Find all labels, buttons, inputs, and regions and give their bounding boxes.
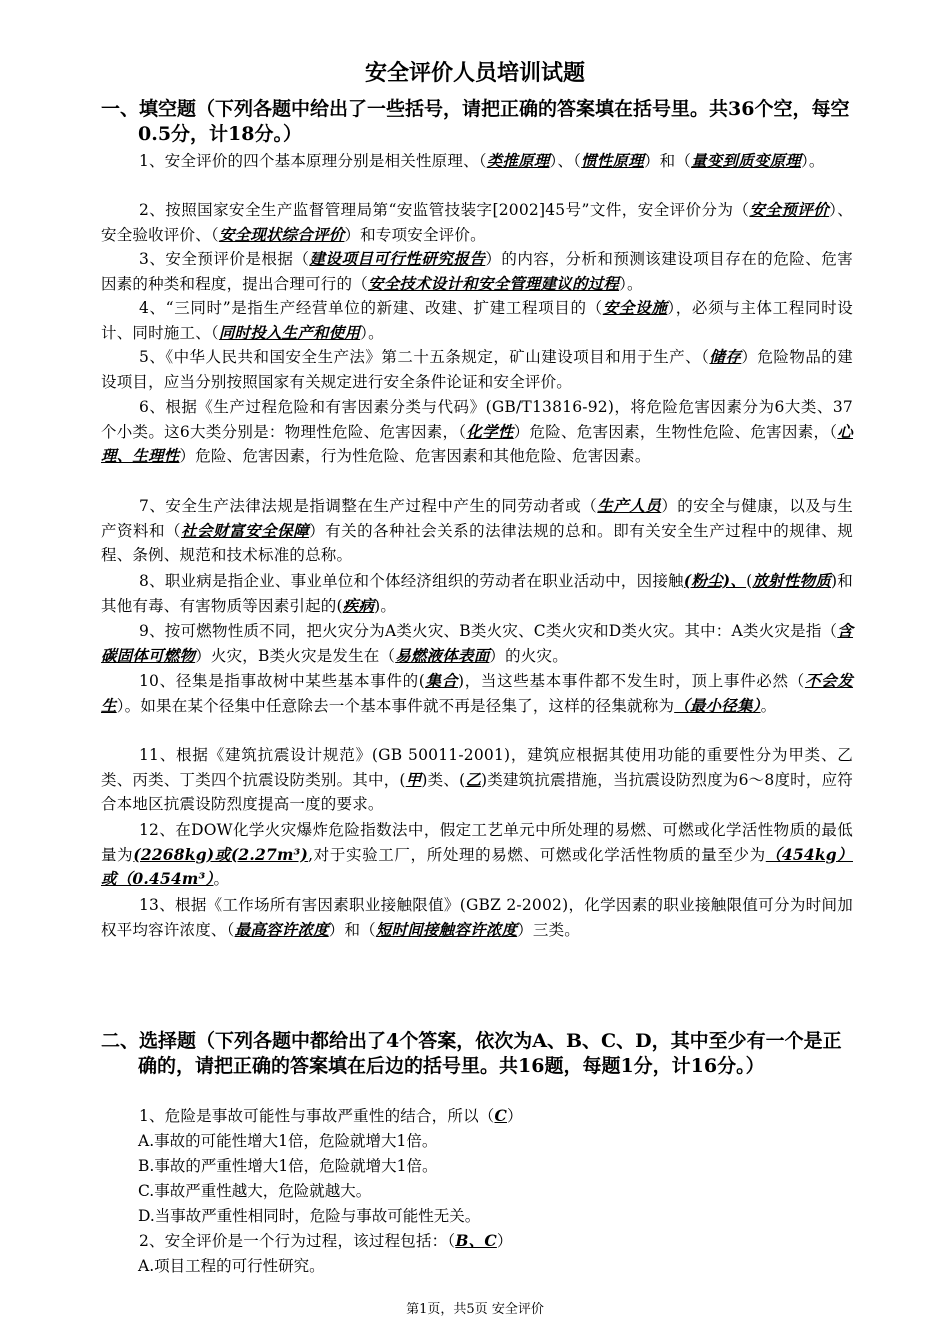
page-footer: 第1页，共5页 安全评价 [406,1302,544,1317]
answer: B、C [455,1231,497,1250]
answer: 安全设施 [602,298,668,317]
answer: 集合 [425,671,458,690]
answer: 生产人员 [597,496,662,515]
answer: 量变到质变原理 [691,151,801,170]
question-8: 8、职业病是指企业、事业单位和个体经济组织的劳动者在职业活动中，因接触(粉尘)、(放射性物质)和其他有毒、有害物质等因素引起的(疾病)。 [101,571,854,615]
choice-question-1: 1、危险是事故可能性与事故严重性的结合，所以（C） [139,1106,523,1125]
answer: 不会发生 [101,671,854,715]
answer: 含碳固体可燃物 [101,621,853,665]
answer: 乙 [465,769,482,789]
choice-question-2: 2、安全评价是一个行为过程，该过程包括：（B、C） [139,1231,513,1250]
option-a: A.事故的可能性增大1倍，危险就增大1倍。 [138,1132,438,1150]
answer: 安全技术设计和安全管理建议的过程 [367,273,620,293]
answer: 社会财富安全保障 [181,520,310,540]
answer: 疾病 [342,595,375,615]
answer: 同时投入生产和使用 [218,322,361,342]
answer: 心理、生理性 [101,421,853,465]
question-6: 6、根据《生产过程危险和有害因素分类与代码》(GB/T13816-92)，将危险危害因素分为6大类、37个小类。这6大类分别是：物理性危险、危害因素，（化学性）危险、危害因素，生物性危险、危害因素，（心理、生理性）危险、危害因素，行为性危险、危害因素和其他危险、危害因素。 [101,398,853,465]
question-11: 11、根据《建筑抗震设计规范》(GB 50011-2001)，建筑应根据其使用功能的重要性分为甲类、乙类、丙类、丁类四个抗震设防类别。其中，(甲)类、(乙)类建筑抗震措施，当抗震设防烈度为6～8度时，应符合本地区抗震设防烈度提高一度的要求。 [101,746,853,813]
question-4: 4、“三同时”是指生产经营单位的新建、改建、扩建工程项目的（安全设施），必须与主体工程同时设计、同时施工、（同时投入生产和使用）。 [101,298,853,342]
answer: 甲 [405,769,422,789]
option-c: C.事故严重性越大，危险就越大。 [138,1182,372,1200]
option-a: A.项目工程的可行性研究。 [138,1257,325,1275]
question-12: 12、在DOW化学火灾爆炸危险指数法中，假定工艺单元中所处理的易燃、可燃或化学活性物质的最低量为(2268kg)或(2.27m³),对于实验工厂，所处理的易燃、可燃或化学活性物质的量至少为（454kg）或（0.454m³）。 [101,821,853,888]
answer: 最高容许浓度 [234,919,329,939]
question-5: 5、《中华人民共和国安全生产法》第二十五条规定，矿山建设项目和用于生产、（储存）危险物品的建设项目，应当分别按照国家有关规定进行安全条件论证和安全评价。 [101,347,853,391]
answer: 短时间接触容许浓度 [375,919,518,939]
answer: C [494,1106,508,1125]
section-heading-fill-in: 一、填空题（下列各题中给出了一些括号，请把正确的答案填在括号里。共36个空，每空0.5分，计18分。） [101,98,850,145]
question-2: 2、按照国家安全生产监督管理局第“安监管技装字[2002]45号”文件，安全评价分为（安全预评价）、安全验收评价、（安全现状综合评价）和专项安全评价。 [101,200,854,244]
answer: （454kg）或（0.454m³） [101,844,853,888]
answer: 惯性原理 [581,151,644,170]
answer: 建设项目可行性研究报告 [309,249,486,268]
question-9: 9、按可燃物性质不同，把火灾分为A类火灾、B类火灾、C类火灾和D类火灾。其中：A类火灾是指（含碳固体可燃物）火灾，B类火灾是发生在（易燃液体表面）的火灾。 [101,621,853,665]
question-13: 13、根据《工作场所有害因素职业接触限值》(GBZ 2-2002)，化学因素的职业接触限值可分为时间加权平均容许浓度、（最高容许浓度）和（短时间接触容许浓度）三类。 [101,896,853,939]
answer: （最小径集） [674,695,761,715]
question-1: 1、安全评价的四个基本原理分别是相关性原理、（类推原理）、（惯性原理）和（量变到质变原理）。 [139,151,825,170]
answer: 储存 [709,347,742,366]
answer: 易燃液体表面 [395,645,490,665]
answer: 放射性物质 [752,571,832,590]
answer: 安全现状综合评价 [218,224,345,244]
question-10: 10、径集是指事故树中某些基本事件的(集合)，当这些基本事件都不发生时，顶上事件必然（不会发生）。如果在某个径集中任意除去一个基本事件就不再是径集了，这样的径集就称为（最小径集）。 [101,671,854,715]
question-7: 7、安全生产法律法规是指调整在生产过程中产生的同劳动者或（生产人员）的安全与健康，以及与生产资料和（社会财富安全保障）有关的各种社会关系的法律法规的总和。即有关安全生产过程中的规律、规程、条例、规范和技术标准的总称。 [101,496,853,564]
page-title: 安全评价人员培训试题 [364,60,585,86]
option-b: B.事故的严重性增大1倍，危险就增大1倍。 [138,1157,438,1175]
question-3: 3、安全预评价是根据（建设项目可行性研究报告）的内容，分析和预测该建设项目存在的危险、危害因素的种类和程度，提出合理可行的（安全技术设计和安全管理建议的过程）。 [101,249,853,293]
option-d: D.当事故严重性相同时，危险与事故可能性无关。 [138,1207,481,1225]
answer: (粉尘)、 [683,571,747,590]
section-heading-multiple-choice: 二、选择题（下列各题中都给出了4个答案，依次为A、B、C、D，其中至少有一个是正确的，请把正确的答案填在后边的括号里。共16题，每题1分，计16分。） [101,1030,842,1077]
answer: 类推原理 [486,151,550,170]
answer: (2268kg)或(2.27m³) [133,844,309,864]
answer: 化学性 [466,421,514,441]
answer: 安全预评价 [749,200,830,219]
